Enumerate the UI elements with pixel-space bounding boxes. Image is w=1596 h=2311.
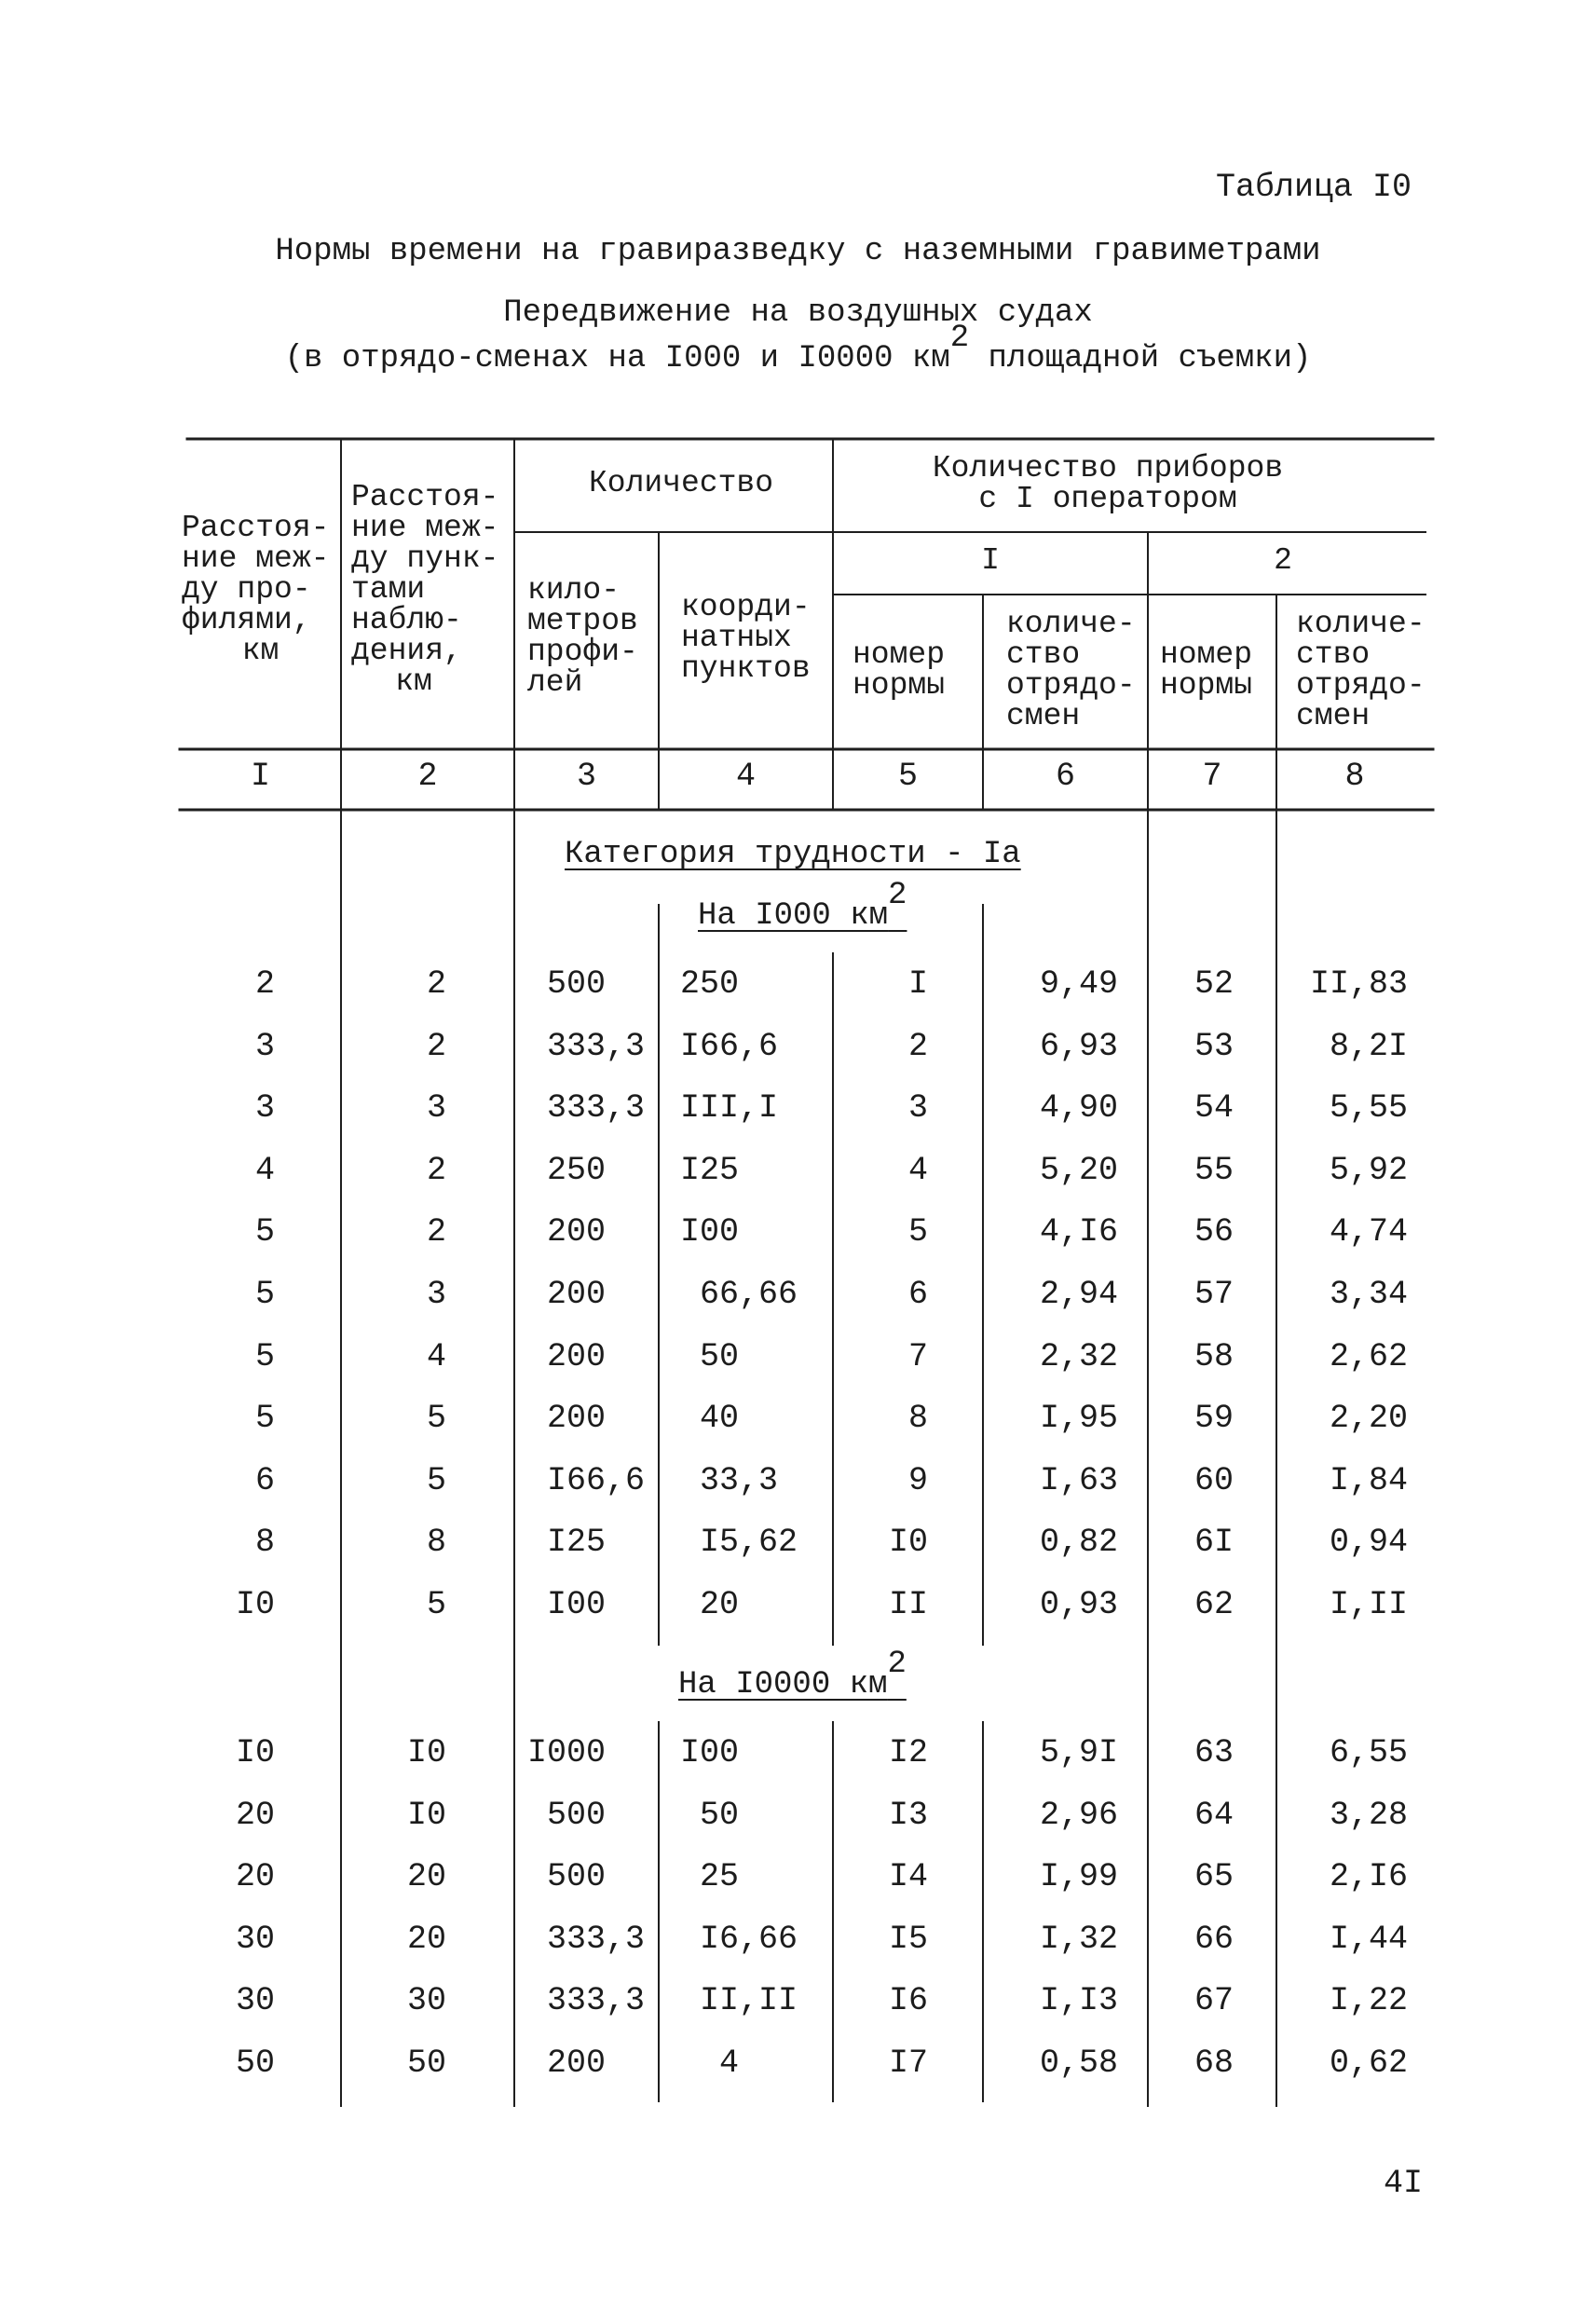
cell-col1: 30 [235, 1982, 275, 2020]
cell-col5: I [907, 965, 928, 1003]
header-col5: номер нормы [853, 637, 946, 703]
cell-col7: 65 [1194, 1858, 1234, 1896]
cell-col7: 68 [1194, 2044, 1234, 2082]
header-col2: Расстоя- ние меж- ду пунк- тами наблю- дения, [351, 480, 499, 668]
header-group-quantity: Количество [588, 466, 774, 500]
section-label [698, 878, 907, 935]
cell-col7: 67 [1194, 1982, 1234, 2020]
cell-col8: I,22 [1329, 1982, 1408, 2020]
table-row [0, 961, 1596, 1007]
cell-col8: 8,2I [1329, 1027, 1408, 1065]
cell-col8: 4,74 [1329, 1213, 1408, 1251]
cell-col7: 55 [1194, 1151, 1234, 1189]
cell-col1: 5 [254, 1337, 275, 1375]
cell-col8: I,II [1329, 1586, 1408, 1623]
table-row [0, 1209, 1596, 1255]
cell-col1: 3 [254, 1027, 275, 1065]
header-col2-unit: км [395, 664, 432, 699]
units-text: (в отрядо-сменах на I000 и I0000 км [284, 341, 950, 376]
cell-col5: I2 [888, 1734, 928, 1771]
cell-col7: 58 [1194, 1337, 1234, 1375]
cell-col8: 5,92 [1329, 1151, 1408, 1189]
cell-col5: 3 [907, 1089, 928, 1128]
cell-col4: 25 [700, 1858, 740, 1896]
section-label-superscript: 2 [888, 878, 907, 913]
cell-col4: I00 [680, 1213, 740, 1251]
cell-col7: 52 [1194, 965, 1234, 1003]
cell-col7: 57 [1194, 1276, 1234, 1313]
cell-col7: 63 [1194, 1734, 1234, 1771]
header-subgroup-1: I [981, 543, 1000, 578]
header-subgroup-2: 2 [1274, 543, 1292, 578]
cell-col2: 2 [426, 965, 446, 1003]
difficulty-category: Категория трудности - Iа [565, 837, 1021, 872]
cell-col2: 5 [426, 1586, 446, 1623]
cell-col3: 200 [547, 1213, 607, 1251]
cell-col4: 4 [719, 2044, 740, 2082]
column-number: 3 [576, 758, 596, 795]
cell-col5: 9 [907, 1461, 928, 1499]
cell-col5: 5 [907, 1213, 928, 1251]
cell-col8: 3,28 [1329, 1796, 1408, 1834]
cell-col6: 2,94 [1039, 1276, 1118, 1313]
cell-col6: I,32 [1039, 1920, 1118, 1958]
table-row [0, 1023, 1596, 1070]
section-label-text: На I0000 км [678, 1667, 888, 1702]
cell-col7: 64 [1194, 1796, 1234, 1834]
cell-col2: I0 [406, 1796, 446, 1834]
cell-col1: 8 [254, 1524, 275, 1562]
table-row [0, 1853, 1596, 1900]
cell-col1: I0 [235, 1586, 275, 1623]
cell-col2: 8 [426, 1524, 446, 1562]
cell-col6: 0,58 [1039, 2044, 1118, 2082]
cell-col5: I3 [888, 1796, 928, 1834]
cell-col3: 200 [547, 1337, 607, 1375]
table-row [0, 1395, 1596, 1442]
cell-col1: 4 [254, 1151, 275, 1189]
table-row [0, 1333, 1596, 1380]
cell-col2: I0 [406, 1734, 446, 1771]
header-col4: коорди- натных пунктов [681, 590, 811, 686]
cell-col8: 0,62 [1329, 2044, 1408, 2082]
cell-col7: 60 [1194, 1461, 1234, 1499]
cell-col1: 20 [235, 1858, 275, 1896]
cell-col6: I,95 [1039, 1400, 1118, 1438]
units-superscript: 2 [949, 321, 970, 356]
column-number: I [250, 758, 270, 795]
table-row [0, 1147, 1596, 1194]
table-row [0, 1271, 1596, 1318]
cell-col2: 2 [426, 1213, 446, 1251]
cell-col8: 2,20 [1329, 1400, 1408, 1438]
cell-col2: 20 [406, 1858, 446, 1896]
cell-col6: 5,9I [1039, 1734, 1118, 1771]
cell-col2: 5 [426, 1461, 446, 1499]
units-line [0, 321, 1596, 377]
table-row [0, 1977, 1596, 2024]
cell-col2: 20 [406, 1920, 446, 1958]
cell-col5: 2 [907, 1027, 928, 1065]
cell-col4: I6,66 [700, 1920, 798, 1958]
cell-col4: I25 [680, 1151, 740, 1189]
cell-col5: 4 [907, 1151, 928, 1189]
table-row [0, 1519, 1596, 1566]
cell-col6: 5,20 [1039, 1151, 1118, 1189]
cell-col3: 250 [547, 1151, 607, 1189]
cell-col4: 50 [700, 1796, 740, 1834]
header-col3: кило- метров профи- лей [527, 573, 638, 700]
cell-col5: 8 [907, 1400, 928, 1438]
cell-col1: 20 [235, 1796, 275, 1834]
cell-col6: I,63 [1039, 1461, 1118, 1499]
cell-col7: 56 [1194, 1213, 1234, 1251]
cell-col3: 333,3 [547, 1027, 646, 1065]
cell-col6: 4,I6 [1039, 1213, 1118, 1251]
cell-col7: 66 [1194, 1920, 1234, 1958]
cell-col3: 333,3 [547, 1089, 646, 1128]
cell-col7: 59 [1194, 1400, 1234, 1438]
cell-col1: 2 [254, 965, 275, 1003]
cell-col4: 40 [700, 1400, 740, 1438]
cell-col3: 500 [547, 1858, 607, 1896]
cell-col2: 30 [406, 1982, 446, 2020]
cell-col4: II,II [700, 1982, 798, 2020]
cell-col5: I6 [888, 1982, 928, 2020]
cell-col3: I66,6 [547, 1461, 646, 1499]
cell-col7: 6I [1194, 1524, 1234, 1562]
cell-col6: I,I3 [1039, 1982, 1118, 2020]
cell-col3: I000 [527, 1734, 607, 1771]
cell-col3: 500 [547, 1796, 607, 1834]
section-label-superscript: 2 [887, 1647, 907, 1682]
cell-col6: 4,90 [1039, 1089, 1118, 1128]
cell-col8: 2,I6 [1329, 1858, 1408, 1896]
header-group-instruments: Количество приборов с I оператором [932, 451, 1284, 516]
cell-col7: 54 [1194, 1089, 1234, 1128]
cell-col6: 2,96 [1039, 1796, 1118, 1834]
cell-col5: 7 [907, 1337, 928, 1375]
cell-col8: 2,62 [1329, 1337, 1408, 1375]
cell-col1: 3 [254, 1089, 275, 1128]
cell-col6: 6,93 [1039, 1027, 1118, 1065]
table-row [0, 1085, 1596, 1131]
cell-col1: 5 [254, 1276, 275, 1313]
table-row [0, 1457, 1596, 1504]
cell-col6: 2,32 [1039, 1337, 1118, 1375]
section-label [678, 1647, 907, 1703]
cell-col5: I0 [888, 1524, 928, 1562]
header-col7: номер нормы [1160, 637, 1253, 703]
cell-col2: 3 [426, 1089, 446, 1128]
cell-col3: 200 [547, 1276, 607, 1313]
cell-col4: 20 [700, 1586, 740, 1623]
cell-col3: I00 [547, 1586, 607, 1623]
page-title: Нормы времени на гравиразведку с наземными гравиметрами [275, 234, 1321, 269]
page-number: 4I [1384, 2165, 1424, 2202]
units-text-after: площадной съемки) [969, 341, 1312, 376]
cell-col2: 50 [406, 2044, 446, 2082]
cell-col3: I25 [547, 1524, 607, 1562]
cell-col3: 333,3 [547, 1920, 646, 1958]
cell-col5: I7 [888, 2044, 928, 2082]
table-row [0, 1581, 1596, 1628]
cell-col1: 5 [254, 1400, 275, 1438]
cell-col4: I66,6 [680, 1027, 779, 1065]
column-number: 7 [1202, 758, 1222, 795]
cell-col7: 53 [1194, 1027, 1234, 1065]
cell-col4: 66,66 [700, 1276, 798, 1313]
header-col1: Расстоя- ние меж- ду про- филями, [182, 511, 330, 637]
cell-col5: I5 [888, 1920, 928, 1958]
cell-col3: 333,3 [547, 1982, 646, 2020]
cell-col3: 500 [547, 965, 607, 1003]
cell-col4: 33,3 [700, 1461, 779, 1499]
column-number: 2 [417, 758, 438, 795]
cell-col2: 5 [426, 1400, 446, 1438]
cell-col4: 250 [680, 965, 740, 1003]
column-number: 6 [1055, 758, 1075, 795]
cell-col1: 6 [254, 1461, 275, 1499]
cell-col8: 0,94 [1329, 1524, 1408, 1562]
cell-col2: 2 [426, 1151, 446, 1189]
table-row [0, 1730, 1596, 1776]
cell-col6: 9,49 [1039, 965, 1118, 1003]
cell-col4: I00 [680, 1734, 740, 1771]
cell-col5: 6 [907, 1276, 928, 1313]
cell-col4: I5,62 [700, 1524, 798, 1562]
page-subtitle: Передвижение на воздушных судах [503, 295, 1093, 331]
cell-col4: 50 [700, 1337, 740, 1375]
table-label: Таблица I0 [1215, 169, 1412, 206]
cell-col8: 5,55 [1329, 1089, 1408, 1128]
cell-col1: 30 [235, 1920, 275, 1958]
cell-col3: 200 [547, 2044, 607, 2082]
section-label-text: На I000 км [698, 898, 889, 934]
cell-col1: 5 [254, 1213, 275, 1251]
cell-col4: III,I [680, 1089, 779, 1128]
table-row [0, 1916, 1596, 1962]
cell-col8: 6,55 [1329, 1734, 1408, 1771]
column-number: 4 [735, 758, 756, 795]
cell-col6: I,99 [1039, 1858, 1118, 1896]
table-row [0, 1792, 1596, 1839]
cell-col5: I4 [888, 1858, 928, 1896]
cell-col8: 3,34 [1329, 1276, 1408, 1313]
cell-col2: 3 [426, 1276, 446, 1313]
cell-col8: I,84 [1329, 1461, 1408, 1499]
table-row [0, 2040, 1596, 2086]
column-number: 5 [897, 758, 918, 795]
cell-col1: I0 [235, 1734, 275, 1771]
cell-col8: II,83 [1309, 965, 1408, 1003]
cell-col1: 50 [235, 2044, 275, 2082]
header-col6: количе- ство отрядо- смен [1006, 607, 1136, 733]
cell-col2: 2 [426, 1027, 446, 1065]
header-col1-unit: км [241, 634, 280, 668]
cell-col7: 62 [1194, 1586, 1234, 1623]
header-col8: количе- ство отрядо- смен [1296, 607, 1425, 733]
cell-col8: I,44 [1329, 1920, 1408, 1958]
cell-col6: 0,93 [1039, 1586, 1118, 1623]
column-number: 8 [1344, 758, 1365, 795]
cell-col2: 4 [426, 1337, 446, 1375]
cell-col6: 0,82 [1039, 1524, 1118, 1562]
cell-col3: 200 [547, 1400, 607, 1438]
cell-col5: II [888, 1586, 928, 1623]
